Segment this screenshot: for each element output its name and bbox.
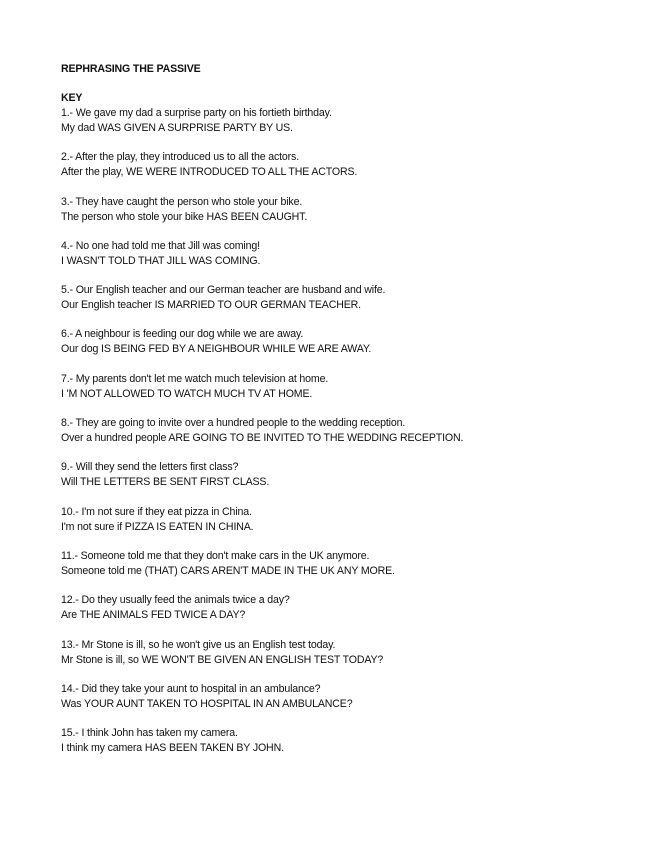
- exercise-item-9: [61, 460, 641, 490]
- exercise-question: 13.- Mr Stone is ill, so he won't give us an English test today.: [61, 638, 336, 651]
- exercise-item-2: [61, 150, 641, 180]
- exercise-item-8: [61, 416, 641, 446]
- exercise-question: 3.- They have caught the person who stole your bike.: [61, 195, 303, 208]
- exercise-question: 14.- Did they take your aunt to hospital in an ambulance?: [61, 682, 321, 695]
- exercise-item-10: [61, 505, 641, 535]
- exercise-item-14: [61, 682, 641, 712]
- exercise-item-6: [61, 327, 641, 357]
- exercise-item-11: [61, 549, 641, 579]
- exercise-question: 12.- Do they usually feed the animals twice a day?: [61, 594, 290, 607]
- exercise-question: 5.- Our English teacher and our German teacher are husband and wife.: [61, 284, 386, 297]
- document-title: REPHRASING THE PASSIVE: [61, 63, 201, 75]
- exercise-question: 10.- I'm not sure if they eat pizza in China.: [61, 505, 252, 518]
- exercise-item-4: [61, 239, 641, 269]
- exercise-item-5: [61, 283, 641, 313]
- exercise-question: 8.- They are going to invite over a hundred people to the wedding reception.: [61, 417, 406, 430]
- exercise-answer: Are THE ANIMALS FED TWICE A DAY?: [61, 609, 246, 622]
- exercise-question: 11.- Someone told me that they don't make cars in the UK anymore.: [61, 549, 370, 562]
- exercise-answer: I'm not sure if PIZZA IS EATEN IN CHINA.: [61, 520, 254, 533]
- exercise-answer: Our dog IS BEING FED BY A NEIGHBOUR WHILE WE ARE AWAY.: [61, 343, 372, 356]
- exercise-item-12: [61, 593, 641, 623]
- exercise-answer: The person who stole your bike HAS BEEN CAUGHT.: [61, 210, 308, 223]
- exercise-item-3: [61, 195, 641, 225]
- exercise-answer: I WASN'T TOLD THAT JILL WAS COMING.: [61, 254, 261, 267]
- exercise-item-13: [61, 638, 641, 668]
- exercise-item-15: [61, 726, 641, 756]
- exercise-answer: Over a hundred people ARE GOING TO BE INVITED TO THE WEDDING RECEPTION.: [61, 432, 464, 445]
- exercise-answer: I 'M NOT ALLOWED TO WATCH MUCH TV AT HOME.: [61, 387, 313, 400]
- exercise-question: 15.- I think John has taken my camera.: [61, 727, 238, 740]
- key-label: KEY: [61, 92, 83, 104]
- exercise-item-1: [61, 106, 641, 136]
- exercise-answer: After the play, WE WERE INTRODUCED TO ALL THE ACTORS.: [61, 166, 358, 179]
- exercise-answer: I think my camera HAS BEEN TAKEN BY JOHN.: [61, 742, 284, 755]
- exercise-question: 2.- After the play, they introduced us to all the actors.: [61, 151, 299, 164]
- exercise-answer: Our English teacher IS MARRIED TO OUR GERMAN TEACHER.: [61, 299, 361, 312]
- exercise-item-7: [61, 372, 641, 402]
- exercise-question: 6.- A neighbour is feeding our dog while we are away.: [61, 328, 304, 341]
- exercise-answer: Will THE LETTERS BE SENT FIRST CLASS.: [61, 476, 270, 489]
- exercise-answer: My dad WAS GIVEN A SURPRISE PARTY BY US.: [61, 122, 293, 134]
- exercise-answer: Was YOUR AUNT TAKEN TO HOSPITAL IN AN AMBULANCE?: [61, 697, 353, 710]
- exercise-question: 9.- Will they send the letters first class?: [61, 461, 239, 474]
- document-page: [61, 62, 641, 770]
- exercise-question: 7.- My parents don't let me watch much television at home.: [61, 372, 329, 385]
- exercise-question: 4.- No one had told me that Jill was coming!: [61, 239, 260, 252]
- exercise-answer: Mr Stone is ill, so WE WON'T BE GIVEN AN ENGLISH TEST TODAY?: [61, 653, 384, 666]
- exercise-answer: Someone told me (THAT) CARS AREN'T MADE IN THE UK ANY MORE.: [61, 564, 395, 577]
- exercise-question: 1.- We gave my dad a surprise party on his fortieth birthday.: [61, 107, 332, 119]
